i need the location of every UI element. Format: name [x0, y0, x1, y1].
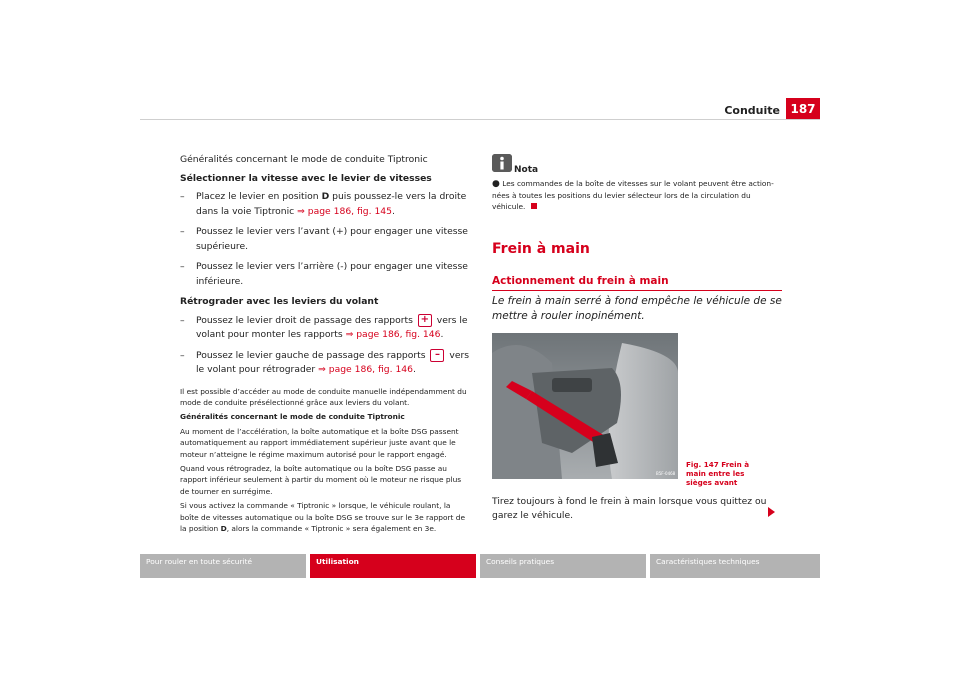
step-1-text-cont: puis poussez-le vers la droite dans la voie Tiptronic: [196, 191, 467, 217]
page-ref-link[interactable]: ⇒ page 186, fig. 145: [297, 205, 392, 217]
heading-downshift: Rétrograder avec les leviers du volant: [180, 296, 379, 307]
heading-select-gear: Sélectionner la vitesse avec le levier de vitesses: [180, 172, 432, 184]
note-heading: Généralités concernant le mode de conduite Tiptronic: [180, 412, 405, 422]
note-paragraph-3: Quand vous rétrogradez, la boîte automatique ou la boîte DSG passe au rapport inférieur seulement à partir du moment où le moteur ne risque plus de tourner en surrégime.: [180, 463, 462, 496]
step-2: – Poussez le levier vers l’avant (+) pour engager une vitesse supérieure.: [180, 225, 470, 254]
page-ref-link[interactable]: ⇒ page 186, fig. 146: [345, 329, 441, 340]
left-column: [180, 153, 470, 537]
note-4-text: Si vous activez la commande « Tiptronic » lorsque, le véhicule roulant, la boîte de vitesses automatique ou la boîte DSG se trouve sur le 3e rapport de la position: [180, 501, 466, 533]
lead-text: Le frein à main serré à fond empêche le véhicule de se mettre à rouler inopinément.: [492, 295, 782, 322]
end-mark-icon: [531, 203, 537, 209]
step-1-text: Placez le levier en position: [196, 191, 322, 202]
minus-key-icon: –: [430, 349, 444, 362]
instruction-text: Tirez toujours à fond le frein à main lorsque vous quittez ou garez le véhicule.: [492, 496, 767, 521]
step-5: – Poussez le levier gauche de passage des rapports – vers le volant pour rétrograder ⇒ page 186, fig. 146.: [180, 349, 470, 378]
step-3: – Poussez le levier vers l’arrière (-) pour engager une vitesse inférieure.: [180, 260, 470, 289]
page-section-title: Conduite: [724, 104, 780, 117]
section-title: Frein à main: [492, 241, 590, 257]
subsection-divider: [492, 290, 782, 291]
step-1: – Placez le levier en position D puis poussez-le vers la droite dans la voie Tiptronic ⇒ page 186, fig. 145.: [180, 190, 470, 219]
step-4-text: Poussez le levier droit de passage des rapports: [196, 314, 416, 326]
bullet-icon: ●: [492, 179, 500, 189]
step-5-text-cont: vers le volant pour rétrograder: [196, 349, 470, 375]
nota-text: Les commandes de la boîte de vitesses sur le volant peuvent être actionnées à toutes les positions du levier sélecteur lors de la circulation du véhicule.: [492, 179, 774, 211]
intro-text: Généralités concernant le mode de conduite Tiptronic: [180, 154, 428, 165]
note-paragraph-1: Il est possible d’accéder au mode de conduite manuelle indépendamment du mode de conduite présélectionné grâce aux leviers du volant.: [180, 386, 467, 407]
handbrake-photo: [492, 333, 678, 479]
nota-body: [492, 178, 774, 212]
step-1-position: D: [321, 191, 330, 202]
note-4-position: D: [220, 523, 227, 533]
photo-code: B5F-0468: [656, 471, 676, 476]
figure-caption: Fig. 147 Frein à main entre les sièges avant: [686, 460, 750, 487]
nav-tab-usage[interactable]: Utilisation: [310, 554, 476, 578]
subsection-title: Actionnement du frein à main: [492, 275, 669, 287]
nav-tab-safety[interactable]: Pour rouler en toute sécurité: [140, 554, 306, 578]
step-5-text: Poussez le levier gauche de passage des rapports: [196, 349, 429, 361]
note-paragraph-2: Au moment de l’accélération, la boîte automatique et la boîte DSG passent automatiquement au rapport immédiatement supérieur juste avant que le moteur n’atteigne le régime maximum autorisé pour le rapport engagé.: [180, 426, 459, 459]
header-divider: [140, 119, 820, 120]
note-paragraph-4: [180, 500, 470, 534]
nota-info-icon: [492, 154, 512, 172]
nav-tab-technical-specs[interactable]: Caractéristiques techniques: [650, 554, 820, 578]
nav-tab-practical-tips[interactable]: Conseils pratiques: [480, 554, 646, 578]
page-ref-link[interactable]: ⇒ page 186, fig. 146: [318, 364, 413, 375]
note-4-text-cont: , alors la commande « Tiptronic » sera également en 3e.: [226, 523, 437, 533]
step-4-text-cont: vers le volant pour monter les rapports: [196, 314, 468, 340]
page-number: 187: [786, 98, 820, 120]
continue-arrow-icon: [768, 507, 775, 517]
step-4: – Poussez le levier droit de passage des rapports + vers le volant pour monter les rapports ⇒ page 186, fig. 146.: [180, 314, 470, 343]
plus-key-icon: +: [418, 314, 432, 327]
nota-title: Nota: [514, 165, 539, 175]
